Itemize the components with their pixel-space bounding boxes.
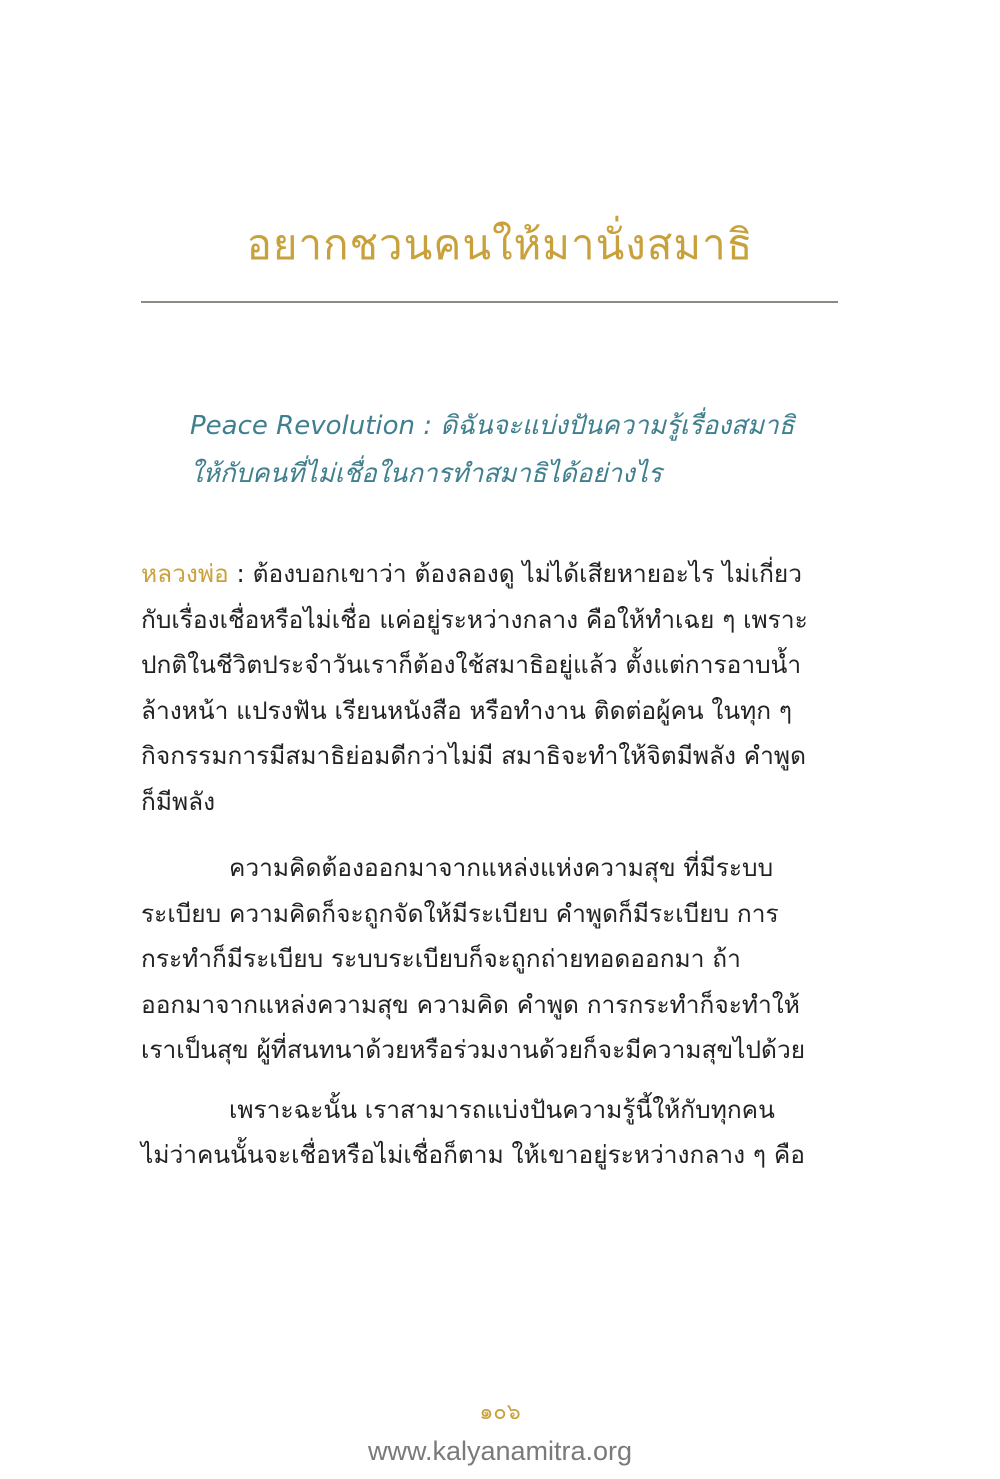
answer-line: ความคิดต้องออกมาจากแหล่งแห่งความสุข ที่มีระบบ — [229, 853, 774, 882]
answer-line: ก็มีพลัง — [141, 786, 216, 816]
footer-url: www.kalyanamitra.org — [367, 1436, 633, 1466]
answer-line: กับเรื่องเชื่อหรือไม่เชื่อ แค่อยู่ระหว่างกลาง คือให้ทำเฉย ๆ เพราะ — [141, 604, 808, 634]
paragraph-gap — [141, 824, 841, 845]
chapter-title: อยากชวนคนให้มานั่งสมาธิ — [246, 220, 754, 269]
answer-line: ระเบียบ ความคิดก็จะถูกจัดให้มีระเบียบ คำพูดก็มีระเบียบ การ — [141, 898, 779, 928]
answer-line: กระทำก็มีระเบียบ ระบบระเบียบก็จะถูกถ่ายทอดออกมา ถ้า — [141, 944, 741, 973]
answer-line: ปกติในชีวิตประจำวันเราก็ต้องใช้สมาธิอยู่แล้ว ตั้งแต่การอาบน้ำ — [141, 650, 802, 679]
question-line: ให้กับคนที่ไม่เชื่อในการทำสมาธิได้อย่างไร — [190, 459, 662, 489]
page-number: ๑๐๖ — [479, 1400, 521, 1425]
answer-line: กิจกรรมการมีสมาธิย่อมดีกว่าไม่มี สมาธิจะทำให้จิตมีพลัง คำพูด — [141, 741, 806, 770]
answer-line: ล้างหน้า แปรงฟัน เรียนหนังสือ หรือทำงาน ติดต่อผู้คน ในทุก ๆ — [141, 695, 793, 725]
answer-block — [141, 551, 841, 1178]
answer-line — [141, 551, 841, 597]
answer-line: ออกมาจากแหล่งความสุข ความคิด คำพูด การกระทำก็จะทำให้ — [141, 989, 800, 1019]
question-block — [190, 402, 850, 498]
answer-text: : ต้องบอกเขาว่า ต้องลองดู ไม่ได้เสียหายอะไร ไม่เกี่ยว — [228, 559, 803, 588]
question-line: Peace Revolution : ดิฉันจะแบ่งปันความรู้เรื่องสมาธิ — [190, 411, 795, 441]
answer-line: ไม่ว่าคนนั้นจะเชื่อหรือไม่เชื่อก็ตาม ให้เขาอยู่ระหว่างกลาง ๆ คือ — [141, 1140, 805, 1169]
title-divider — [141, 301, 838, 303]
answer-line: เพราะฉะนั้น เราสามารถแบ่งปันความรู้นี้ให้กับทุกคน — [229, 1094, 775, 1124]
answer-line: เราเป็นสุข ผู้ที่สนทนาด้วยหรือร่วมงานด้วยก็จะมีความสุขไปด้วย — [141, 1035, 806, 1064]
paragraph-gap — [141, 1073, 841, 1087]
speaker-label: หลวงพ่อ — [141, 559, 229, 588]
